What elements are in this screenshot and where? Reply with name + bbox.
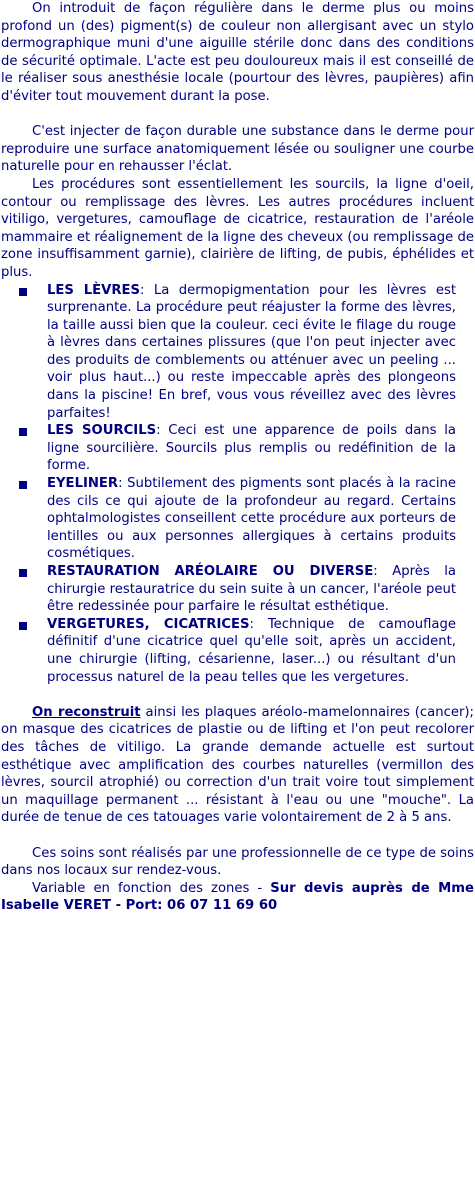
list-item-eyeliner	[1, 475, 474, 563]
list-item-vergetures	[1, 616, 474, 686]
pricing-prefix: Variable en fonction des zones -	[32, 880, 271, 896]
contact-info: Sur devis auprès de Mme Isabelle VERET - Port: 06 07 11 69 60	[1, 880, 474, 914]
reconstruction-lead: On reconstruit	[32, 704, 141, 720]
list-item-title: LES LÈVRES	[47, 282, 141, 298]
spacer	[1, 686, 474, 704]
procedures-paragraph: Les procédures sont essentiellement les sourcils, la ligne d'oeil, contour ou remplissage des lèvres. Les autres procédures incluent vitiligo, vergetures, camouflage de cicatrice, restauration de l'aréole mammaire et réalignement de la ligne des cheveux (ou remplissage de zone insuffisamment garnie), clairière de lifting, de pubis, éphélides et plus.	[1, 176, 474, 280]
list-item-title: RESTAURATION ARÉOLAIRE OU DIVERSE	[47, 564, 374, 579]
list-item-text: : Ceci est une apparence de poils dans la ligne sourcilière. Sourcils plus remplis ou redéfinition de la forme.	[47, 423, 456, 474]
spacer	[1, 827, 474, 845]
intro-paragraph: On introduit de façon régulière dans le derme plus ou moins profond un (des) pigment(s) de couleur non allergisant avec un stylo dermographique muni d'une aiguille stérile donc dans des conditions de sécurité optimale. L'acte est peu douloureux mais il est conseillé de le réaliser sous anesthésie locale (pourtour des lèvres, paupières) afin d'éviter tout mouvement durant la pose.	[1, 1, 474, 104]
list-item-restauration	[1, 563, 474, 616]
list-item-text: : La dermopigmentation pour les lèvres est surprenante. La procédure peut réajuster la forme des lèvres, la taille aussi bien que la couleur. ceci évite le filage du rouge à lèvres dans certaines plissures (que l'on peut injecter avec des produits de comblements ou atténuer avec un peeling ... voir plus haut...) ou reste impeccable après des plongeons dans la piscine! En bref, vous vous réveillez avec des lèvres parfaites!	[47, 282, 456, 421]
square-bullet-icon	[19, 622, 27, 630]
list-item-text: : Technique de camouflage définitif d'une cicatrice quel qu'elle soit, après un accident, une chirurgie (lifting, césarienne, laser...) ou résultant d'un processus naturel de la peau telles que les vergetures.	[47, 616, 456, 685]
definition-paragraph: C'est injecter de façon durable une substance dans le derme pour reproduire une surface anatomiquement lésée ou souligner une courbe naturelle pour en rehausser l'éclat.	[1, 124, 474, 175]
reconstruction-paragraph	[1, 704, 474, 827]
list-item-title: EYELINER	[47, 476, 119, 492]
square-bullet-icon	[19, 288, 27, 296]
care-paragraph: Ces soins sont réalisés par une professionnelle de ce type de soins dans nos locaux sur rendez-vous.	[1, 845, 474, 879]
square-bullet-icon	[19, 481, 27, 489]
list-item-levres	[1, 282, 474, 423]
pricing-paragraph	[1, 880, 474, 915]
square-bullet-icon	[19, 428, 27, 436]
list-item-text: : Après la chirurgie restauratrice du sein suite à un cancer, l'aréole peut être redessinée pour parfaire le résultat esthétique.	[47, 564, 456, 615]
procedures-list	[1, 282, 474, 687]
list-item-sourcils	[1, 422, 474, 475]
square-bullet-icon	[19, 569, 27, 577]
reconstruction-text: ainsi les plaques aréolo-mamelonnaires (cancer); on masque des cicatrices de plastie ou de lifting et l'on peut recolorer des tâches de vitiligo. La grande demande actuelle est surtout esthétique avec amplification des courbes naturelles (vermillon des lèvres, sourcil atrophié) ou correction d'un trait voire tout simplement un maquillage permanent ... résistant à l'eau ou une "mouche". La durée de tenue de ces tatouages varie volontairement de 2 à 5 ans.	[1, 704, 474, 826]
list-item-title: LES SOURCILS	[47, 423, 157, 439]
list-item-text: : Subtilement des pigments sont placés à la racine des cils ce qui ajoute de la profondeur au regard. Certains ophtalmologistes conseillent cette procédure aux porteurs de lentilles ou aux personnes allergiques à certains produits cosmétiques.	[47, 476, 456, 562]
list-item-title: VERGETURES, CICATRICES	[47, 616, 250, 632]
spacer	[1, 106, 474, 124]
